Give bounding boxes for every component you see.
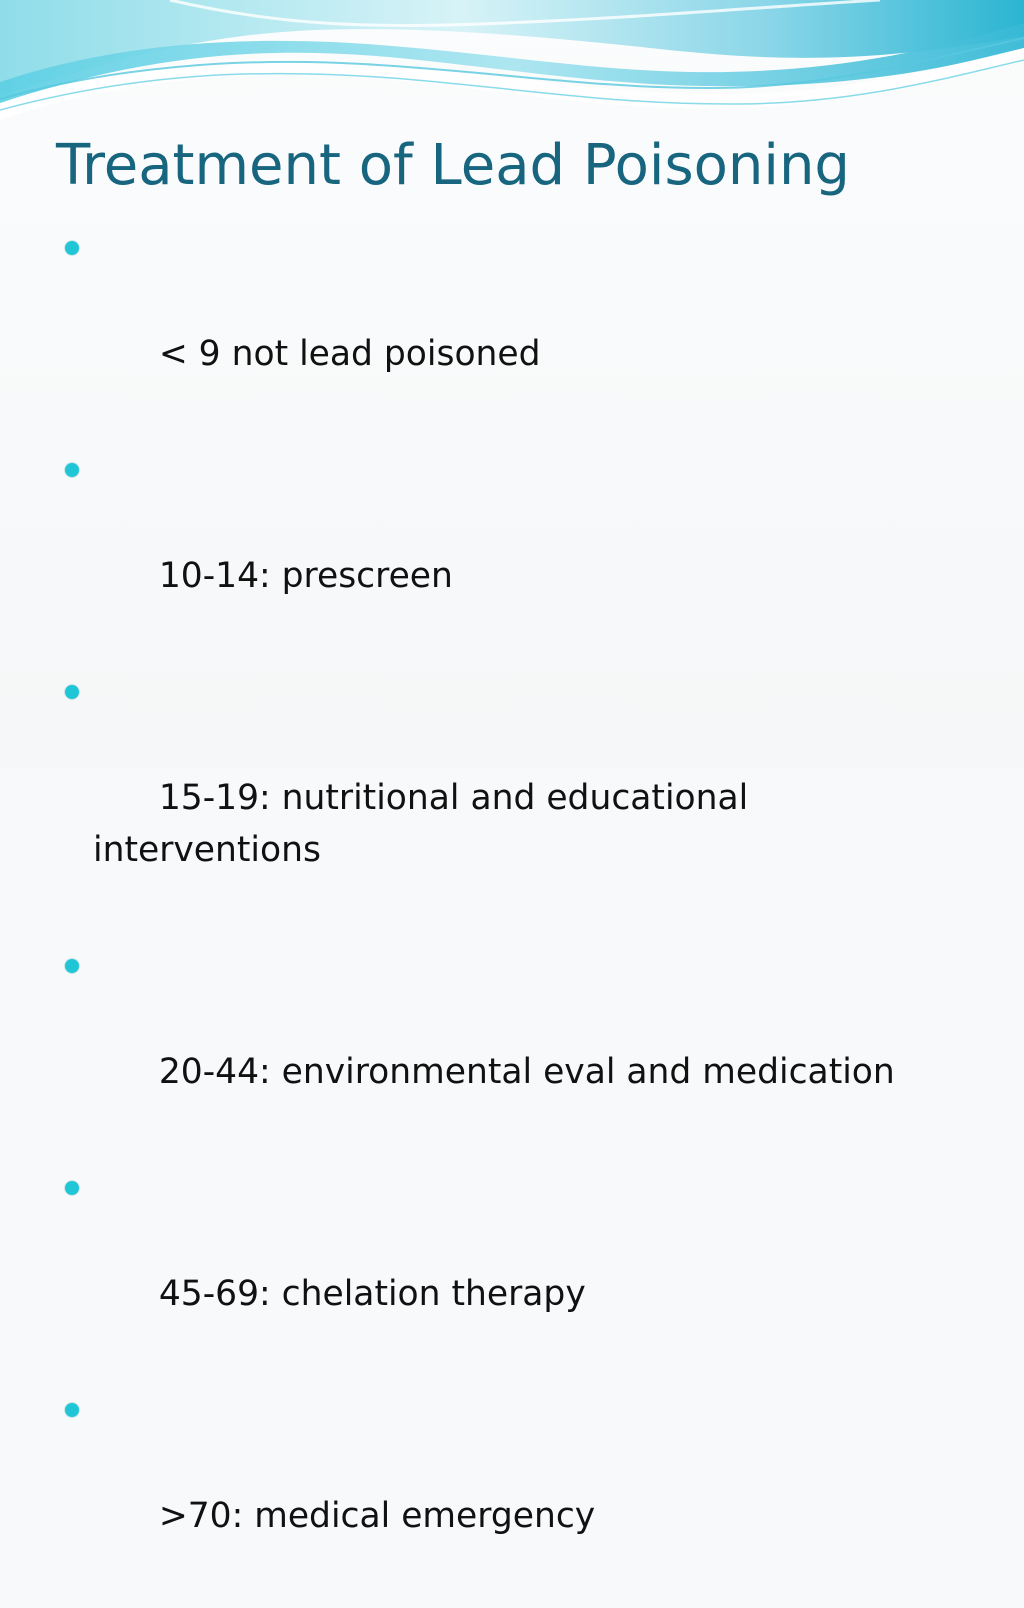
bullet-item-45-69 — [62, 1164, 962, 1372]
decorative-wave-header — [0, 0, 1024, 120]
bullet-text: >70: medical emergency — [158, 1496, 596, 1536]
bullet-dot-icon — [65, 463, 79, 477]
bullet-item-under-9 — [62, 224, 962, 432]
bullet-text: < 9 not lead poisoned — [158, 334, 541, 374]
bullet-item-20-44 — [62, 942, 962, 1150]
bullet-text: 15-19: nutritional and educational interventions — [93, 778, 749, 870]
bullet-text: 20-44: environmental eval and medication — [158, 1052, 895, 1092]
bullet-list — [62, 224, 962, 1608]
bullet-item-15-19 — [62, 668, 962, 928]
bullet-dot-icon — [65, 1181, 79, 1195]
bullet-item-10-14 — [62, 446, 962, 654]
bullet-item-over-70 — [62, 1386, 962, 1594]
bullet-dot-icon — [65, 685, 79, 699]
bullet-dot-icon — [65, 1403, 79, 1417]
slide-title: Treatment of Lead Poisoning — [56, 133, 850, 198]
bullet-dot-icon — [65, 241, 79, 255]
bullet-text: 45-69: chelation therapy — [158, 1274, 586, 1314]
bullet-text: 10-14: prescreen — [158, 556, 453, 596]
bullet-dot-icon — [65, 959, 79, 973]
